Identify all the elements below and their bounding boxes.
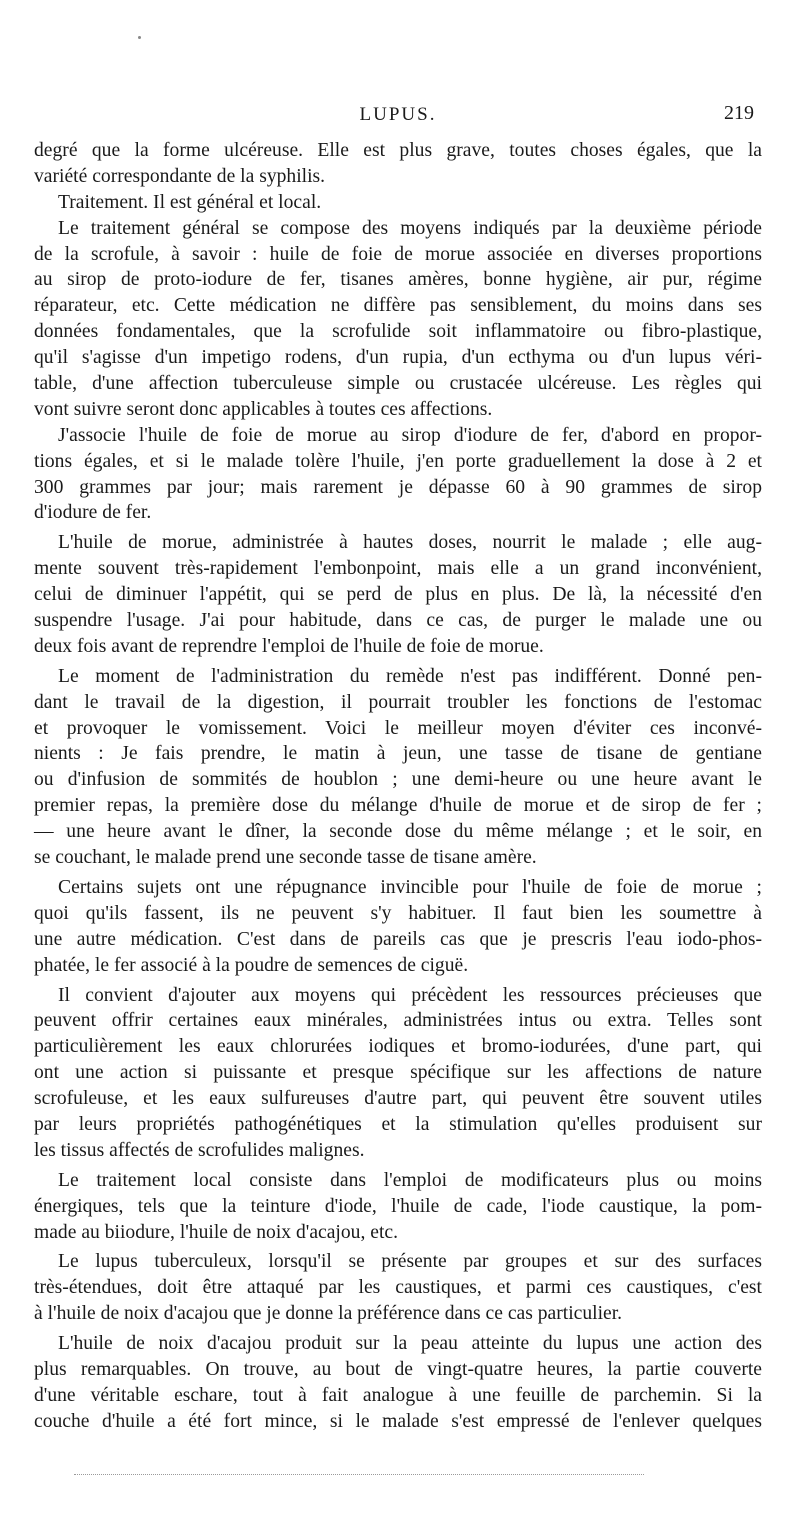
text-line: Le traitement local consiste dans l'emploi de modificateurs plus ou moins <box>58 1169 762 1191</box>
text-line: les tissus affectés de scrofulides malignes. <box>34 1139 365 1161</box>
paper-speck <box>138 36 141 39</box>
page-header <box>34 100 762 130</box>
text-line: peuvent offrir certaines eaux minérales, administrées intus ou extra. Telles sont <box>34 1010 762 1032</box>
text-line: — une heure avant le dîner, la seconde dose du même mélange ; et le soir, en <box>34 821 762 843</box>
text-line: L'huile de noix d'acajou produit sur la peau atteinte du lupus une action des <box>58 1333 762 1355</box>
running-title: LUPUS. <box>359 104 437 125</box>
text-line: réparateur, etc. Cette médication ne diffère pas sensiblement, du moins dans ses <box>34 295 762 317</box>
text-line: Certains sujets ont une répugnance invincible pour l'huile de foie de morue ; <box>58 876 762 898</box>
text-line: couche d'huile a été fort mince, si le malade s'est empressé de l'enlever quelques <box>34 1410 762 1432</box>
text-line: suspendre l'usage. J'ai pour habitude, dans ce cas, de purger le malade une ou <box>34 610 762 632</box>
text-line: table, d'une affection tuberculeuse simple ou crustacée ulcéreuse. Les règles qui <box>34 373 762 395</box>
text-line: se couchant, le malade prend une seconde tasse de tisane amère. <box>34 847 537 869</box>
text-line: à l'huile de noix d'acajou que je donne la préférence dans ce cas particulier. <box>34 1303 623 1325</box>
text-line: données fondamentales, que la scrofulide soit inflammatoire ou fibro-plastique, <box>34 321 762 343</box>
text-line: nients : Je fais prendre, le matin à jeun, une tasse de tisane de gentiane <box>34 743 762 765</box>
text-line: phatée, le fer associé à la poudre de semences de ciguë. <box>34 954 469 976</box>
paragraph <box>34 190 762 216</box>
text-line: d'iodure de fer. <box>34 502 152 524</box>
paragraph <box>34 1331 762 1435</box>
text-line: J'associe l'huile de foie de morue au sirop d'iodure de fer, d'abord en propor- <box>58 424 762 446</box>
text-line: 300 grammes par jour; mais rarement je dépasse 60 à 90 grammes de sirop <box>34 476 762 498</box>
paragraph <box>34 983 762 1164</box>
text-line: particulièrement les eaux chlorurées iodiques et bromo-iodurées, d'une part, qui <box>34 1036 762 1058</box>
text-line: degré que la forme ulcéreuse. Elle est plus grave, toutes choses égales, que la <box>34 140 762 161</box>
text-line: Le lupus tuberculeux, lorsqu'il se présente par groupes et sur des surfaces <box>58 1251 762 1273</box>
body-text <box>34 138 762 1435</box>
text-line: au sirop de proto-iodure de fer, tisanes amères, bonne hygiène, air pur, régime <box>34 269 762 291</box>
text-line: celui de diminuer l'appétit, qui se perd de plus en plus. De là, la nécessité d'en <box>34 584 762 606</box>
footer-rule <box>74 1474 644 1475</box>
text-line: deux fois avant de reprendre l'emploi de l'huile de foie de morue. <box>34 635 544 657</box>
paragraph <box>34 1168 762 1246</box>
text-line: L'huile de morue, administrée à hautes doses, nourrit le malade ; elle aug- <box>58 532 762 554</box>
book-page <box>34 0 762 1514</box>
text-line: une autre médication. C'est dans de pareils cas que je prescris l'eau iodo-phos- <box>34 928 762 950</box>
text-line: Il convient d'ajouter aux moyens qui précèdent les ressources précieuses que <box>58 984 762 1006</box>
text-line: mente souvent très-rapidement l'embonpoint, mais elle a un grand inconvénient, <box>34 558 762 580</box>
text-line: par leurs propriétés pathogénétiques et la stimulation qu'elles produisent sur <box>34 1113 762 1135</box>
text-line: très-étendues, doit être attaqué par les caustiques, et parmi ces caustiques, c'est <box>34 1277 762 1299</box>
text-line: tions égales, et si le malade tolère l'huile, j'en porte graduellement la dose à 2 et <box>34 450 762 472</box>
text-line: quoi qu'ils fassent, ils ne peuvent s'y habituer. Il faut bien les soumettre à <box>34 902 762 924</box>
text-line: made au biiodure, l'huile de noix d'acajou, etc. <box>34 1221 398 1243</box>
text-line: Le traitement général se compose des moyens indiqués par la deuxième période <box>58 217 762 239</box>
text-line: vont suivre seront donc applicables à toutes ces affections. <box>34 398 493 420</box>
text-line: scrofuleuse, et les eaux sulfureuses d'autre part, qui peuvent être souvent utiles <box>34 1088 762 1110</box>
text-line: et provoquer le vomissement. Voici le meilleur moyen d'éviter ces inconvé- <box>34 717 762 739</box>
paragraph <box>34 1249 762 1327</box>
text-line: dant le travail de la digestion, il pourrait troubler les fonctions de l'estomac <box>34 691 762 713</box>
text-line: qu'il s'agisse d'un impetigo rodens, d'un rupia, d'un ecthyma ou d'un lupus véri- <box>34 347 762 369</box>
text-line: plus remarquables. On trouve, au bout de vingt-quatre heures, la partie couverte <box>34 1358 762 1380</box>
paragraph <box>34 530 762 659</box>
text-line: Le moment de l'administration du remède n'est pas indifférent. Donné pen- <box>58 665 762 687</box>
paragraph <box>34 423 762 527</box>
paragraph <box>34 875 762 979</box>
text-line: énergiques, tels que la teinture d'iode, l'huile de cade, l'iode caustique, la pom- <box>34 1195 762 1217</box>
paragraph <box>34 664 762 871</box>
paragraph <box>34 216 762 423</box>
text-line: ont une action si puissante et presque spécifique sur les affections de nature <box>34 1062 762 1084</box>
text-line: ou d'infusion de sommités de houblon ; une demi-heure ou une heure avant le <box>34 769 762 791</box>
text-line: premier repas, la première dose du mélange d'huile de morue et de sirop de fer ; <box>34 795 762 817</box>
text-line: variété correspondante de la syphilis. <box>34 165 326 187</box>
paragraph <box>34 138 762 190</box>
text-line: d'une véritable eschare, tout à fait analogue à une feuille de parchemin. Si la <box>34 1384 762 1406</box>
text-line: de la scrofule, à savoir : huile de foie de morue associée en diverses proportions <box>34 243 762 265</box>
text-line: Traitement. Il est général et local. <box>58 191 322 213</box>
page-number: 219 <box>724 102 754 124</box>
